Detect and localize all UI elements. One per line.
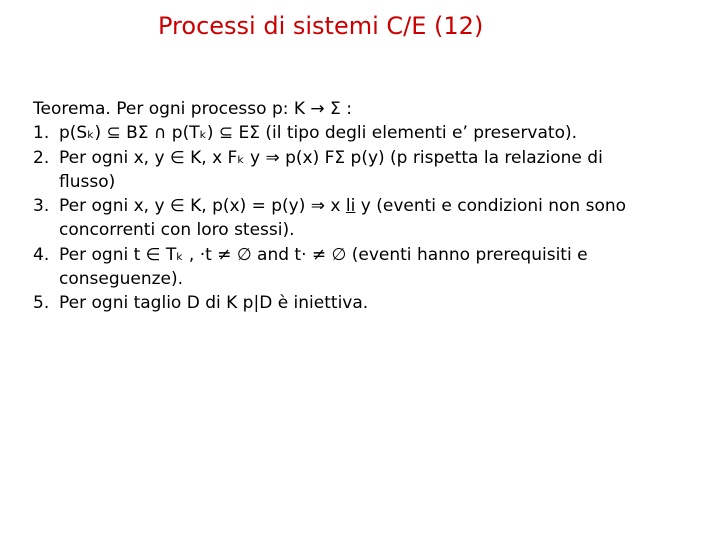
list-item-3	[33, 194, 713, 243]
theorem-body	[33, 97, 713, 316]
list-item-text: Per ogni x, y ∈ K, x Fₖ y ⇒ p(x) FΣ p(y) (p rispetta la relazione di	[59, 147, 603, 168]
list-item-text: Per ogni t ∈ Tₖ , ·t ≠ ∅ and t· ≠ ∅ (eventi hanno prerequisiti e	[59, 244, 588, 265]
list-number: 1.	[33, 123, 50, 144]
list-number: 5.	[33, 293, 50, 314]
list-item-2	[33, 146, 713, 195]
list-item-text-continued: conseguenze).	[59, 269, 184, 290]
list-item-4	[33, 243, 713, 292]
list-item-text-part: y (eventi e condizioni non sono	[355, 196, 627, 217]
list-number: 2.	[33, 147, 50, 168]
list-item-5	[33, 291, 713, 315]
list-item-text: Per ogni taglio D di K p|D è iniettiva.	[59, 293, 369, 314]
slide-title: Processi di sistemi C/E (12)	[158, 12, 484, 40]
list-item-text-part: Per ogni x, y ∈ K, p(x) = p(y) ⇒ x	[59, 196, 346, 217]
list-item-text	[59, 194, 713, 218]
theorem-statement: Teorema. Per ogni processo p: K → Σ :	[33, 99, 352, 119]
li-relation-underlined: li	[345, 196, 356, 217]
list-item-text-continued: flusso)	[59, 171, 116, 192]
list-item-text-continued: concorrenti con loro stessi).	[59, 220, 295, 241]
list-item-text: p(Sₖ) ⊆ BΣ ∩ p(Tₖ) ⊆ EΣ (il tipo degli elementi e’ preservato).	[59, 123, 578, 144]
list-item-1	[33, 121, 713, 145]
list-number: 3.	[33, 196, 50, 217]
list-number: 4.	[33, 244, 50, 265]
